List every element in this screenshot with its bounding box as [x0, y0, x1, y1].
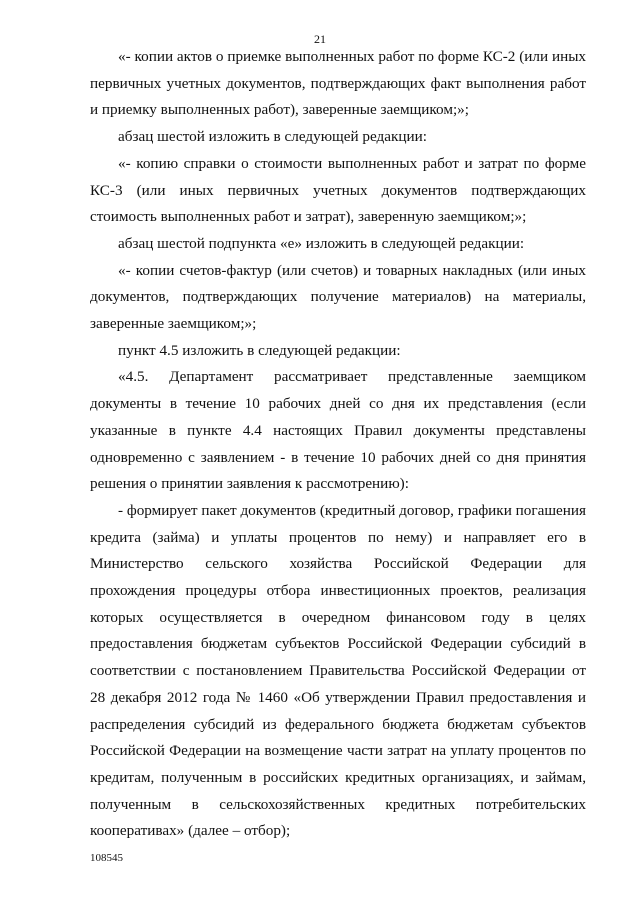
page-number: 21 — [314, 32, 326, 46]
paragraph-ks3-certificate: «- копию справки о стоимости выполненных работ и затрат по форме КС-3 (или иных первичных учетных документов подтверждающих стоимость выполненных работ и затрат), заверенную заемщиком;»; — [90, 154, 586, 226]
paragraph-invoices: «- копии счетов-фактур (или счетов) и товарных накладных (или иных документов, подтверждающих получение материалов) на материалы, заверенные заемщиком;»; — [90, 261, 586, 333]
paragraph-point-45-intro: пункт 4.5 изложить в следующей редакции: — [118, 341, 401, 359]
paragraph-subclause-e-intro: абзац шестой подпункта «е» изложить в следующей редакции: — [118, 234, 525, 252]
paragraph-ks2-copies: «- копии актов о приемке выполненных работ по форме КС-2 (или иных первичных учетных документов, подтверждающих факт выполнения работ и приемку выполненных работ), заверенные заемщиком;»; — [90, 48, 586, 119]
document-body — [90, 44, 586, 845]
paragraph-sixth-clause-intro: абзац шестой изложить в следующей редакции: — [118, 128, 427, 146]
paragraph-point-45: «4.5. Департамент рассматривает представленные заемщиком документы в течение 10 рабочих дней со дня их представления (если указанные в пункте 4.4 настоящих Правил документы представлены одновременно с заявлением - в течение 10 рабочих дней со дня принятия решения о принятии заявления к рассмотрению): — [90, 368, 586, 493]
paragraph-document-package: - формирует пакет документов (кредитный договор, графики погашения кредита (займа) и уплаты процентов по нему) и направляет его в Министерство сельского хозяйства Российской Федерации для прохождения процедуры отбора инвестиционных проектов, реализация которых осуществляется в очередном финансовом году в целях предоставления бюджетам субъектов Российской Федерации субсидий в соответствии с постановлением Правительства Российской Федерации от 28 декабря 2012 года № 1460 «Об утверждении Правил предоставления и распределения субсидий из федерального бюджета бюджетам субъектов Российской Федерации на возмещение части затрат на уплату процентов по кредитам, полученным в российских кредитных организациях, и займам, полученным в сельскохозяйственных кредитных потребительских кооперативах» (далее – отбор); — [90, 501, 586, 840]
footer-document-code: 108545 — [90, 852, 123, 864]
